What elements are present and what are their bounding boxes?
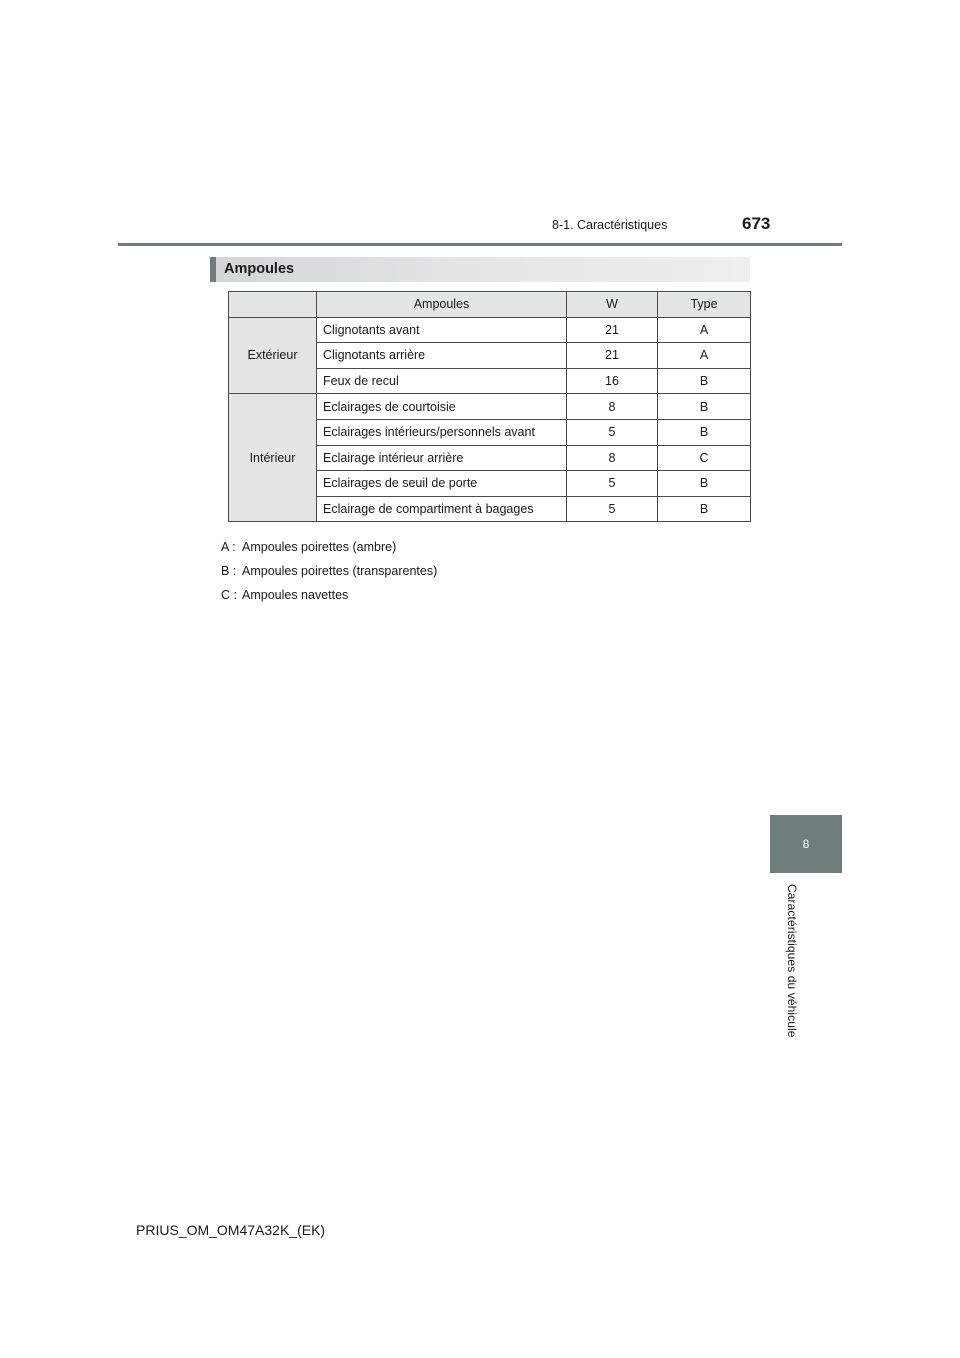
legend-item (221, 564, 437, 588)
table-cell-type: A (658, 317, 751, 343)
section-heading-accent (210, 257, 216, 282)
legend-text: Ampoules poirettes (transparentes) (242, 564, 438, 578)
table-group-exterior: Extérieur (229, 317, 317, 394)
table-group-interior: Intérieur (229, 394, 317, 522)
bulbs-table (228, 291, 751, 522)
table-cell-name: Clignotants avant (317, 317, 567, 343)
table-header-row (229, 292, 751, 318)
table-cell-type: B (658, 496, 751, 522)
table-header-group (229, 292, 317, 318)
table-cell-name: Eclairage intérieur arrière (317, 445, 567, 471)
header-section-title: 8-1. Caractéristiques (552, 218, 668, 232)
table-header-watts: W (567, 292, 658, 318)
legend-item (221, 540, 437, 564)
table-cell-watts: 5 (567, 419, 658, 445)
table-cell-type: B (658, 471, 751, 497)
table-cell-watts: 21 (567, 343, 658, 369)
table-cell-type: B (658, 419, 751, 445)
table-cell-name: Eclairages de seuil de porte (317, 471, 567, 497)
table-cell-watts: 16 (567, 368, 658, 394)
chapter-tab-number: 8 (802, 837, 810, 851)
table-header-bulbs: Ampoules (317, 292, 567, 318)
legend-key: B : (221, 564, 237, 578)
table-cell-watts: 8 (567, 394, 658, 420)
footer-document-code: PRIUS_OM_OM47A32K_(EK) (136, 1222, 326, 1238)
table-cell-watts: 5 (567, 471, 658, 497)
table-cell-watts: 21 (567, 317, 658, 343)
bulb-type-legend (221, 540, 437, 612)
table-cell-type: B (658, 394, 751, 420)
section-heading: Ampoules (224, 261, 295, 277)
table-cell-type: C (658, 445, 751, 471)
table-cell-name: Feux de recul (317, 368, 567, 394)
table-cell-name: Eclairage de compartiment à bagages (317, 496, 567, 522)
table-row (229, 394, 751, 420)
table-cell-name: Clignotants arrière (317, 343, 567, 369)
table-cell-name: Eclairages intérieurs/personnels avant (317, 419, 567, 445)
legend-key: A : (221, 540, 236, 554)
chapter-tab[interactable] (770, 815, 842, 873)
header-divider (118, 243, 842, 246)
table-cell-name: Eclairages de courtoisie (317, 394, 567, 420)
section-heading-bar (210, 257, 750, 282)
table-cell-type: B (658, 368, 751, 394)
legend-key: C : (221, 588, 237, 602)
page-number: 673 (742, 214, 771, 233)
legend-item (221, 588, 437, 612)
chapter-tab-label: Caractéristiques du véhicule (785, 884, 799, 1038)
table-header-type: Type (658, 292, 751, 318)
table-cell-type: A (658, 343, 751, 369)
table-cell-watts: 8 (567, 445, 658, 471)
table-cell-watts: 5 (567, 496, 658, 522)
legend-text: Ampoules poirettes (ambre) (242, 540, 397, 554)
table-row (229, 317, 751, 343)
legend-text: Ampoules navettes (242, 588, 349, 602)
